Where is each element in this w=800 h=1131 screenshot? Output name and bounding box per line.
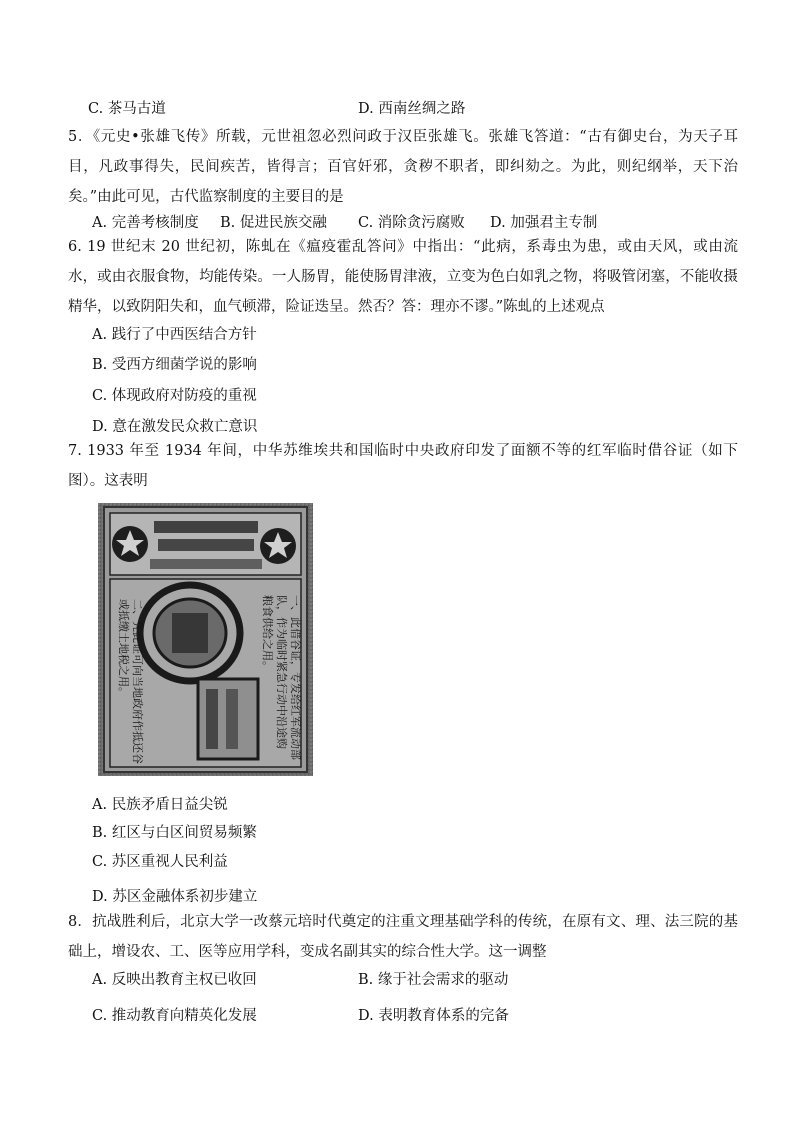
left-star-emblem-icon: [112, 526, 148, 562]
q8-option-d: D. 表明教育体系的完备: [358, 1008, 509, 1024]
q5-option-c: C. 消除贪污腐败: [358, 215, 465, 231]
q4-option-c: C. 茶马古道: [88, 101, 166, 117]
certificate-text-right-1: 一、此借谷证，专发给红军流动部: [289, 595, 302, 760]
q8-option-a: A. 反映出教育主权已收回: [92, 972, 257, 988]
grain-loan-certificate-photo: [98, 503, 313, 776]
q8-option-c: C. 推动教育向精英化发展: [92, 1008, 257, 1024]
q7-option-d: D. 苏区金融体系初步建立: [92, 889, 258, 905]
certificate-text-right-2: 队，作为临时紧急行动中沿途购: [275, 595, 288, 749]
q8-option-b: B. 缘于社会需求的驱动: [358, 972, 509, 988]
q5-option-a: A. 完善考核制度: [92, 215, 199, 231]
q5-stem: 5．《元史•张雄飞传》所载，元世祖忽必烈问政于汉臣张雄飞。张雄飞答道：“古有御史台，为天子耳目，凡政事得失，民间疾苦，皆得言；百官奸邪，贪秽不职者，即纠劾之。为此，则纪纲举，天下治矣。”由此可见，古代监察制度的主要目的是: [68, 129, 738, 205]
q4-option-d: D. 西南丝绸之路: [358, 101, 466, 117]
q6-option-a: A. 践行了中西医结合方针: [92, 327, 257, 343]
q5-option-d: D. 加强君主专制: [490, 215, 598, 231]
certificate-text-left-1: 二、凭此证可向当地政府作抵还谷: [131, 599, 144, 764]
certificate-text-left-2: 或抵缴土地税之用。: [117, 599, 130, 698]
q7-option-c: C. 苏区重视人民利益: [92, 854, 228, 870]
q7-stem: 7. 1933 年至 1934 年间，中华苏维埃共和国临时中央政府印发了面额不等的红军临时借谷证（如下图）。这表明: [68, 443, 738, 489]
q6-stem: 6. 19 世纪末 20 世纪初，陈虬在《瘟疫霍乱答问》中指出：“此病，系毒虫为患，或由天风，或由流水，或由衣服食物，均能传染。一人肠胃，能使肠胃津液，立变为色白如乳之物，将吸管闭塞，不能收摄精华，以致阴阳失和，血气顿滞，险证迭呈。然否？答：理亦不谬。”陈虬的上述观点: [68, 239, 738, 315]
certificate-text-right-3: 粮食供给之用。: [261, 595, 274, 672]
q7-option-b: B. 红区与白区间贸易频繁: [92, 825, 257, 841]
right-star-emblem-icon: [260, 528, 296, 564]
q5-option-b: B. 促进民族交融: [220, 215, 327, 231]
q6-option-d: D. 意在激发民众救亡意识: [92, 419, 258, 435]
q8-stem: 8．抗战胜利后，北京大学一改蔡元培时代奠定的注重文理基础学科的传统，在原有文、理、法三院的基础上，增设农、工、医等应用学科，变成名副其实的综合性大学。这一调整: [68, 914, 738, 960]
q6-option-b: B. 受西方细菌学说的影响: [92, 357, 257, 373]
official-seal-icon: [140, 585, 240, 681]
q7-option-a: A. 民族矛盾日益尖锐: [92, 797, 228, 813]
q6-option-c: C. 体现政府对防疫的重视: [92, 388, 257, 404]
